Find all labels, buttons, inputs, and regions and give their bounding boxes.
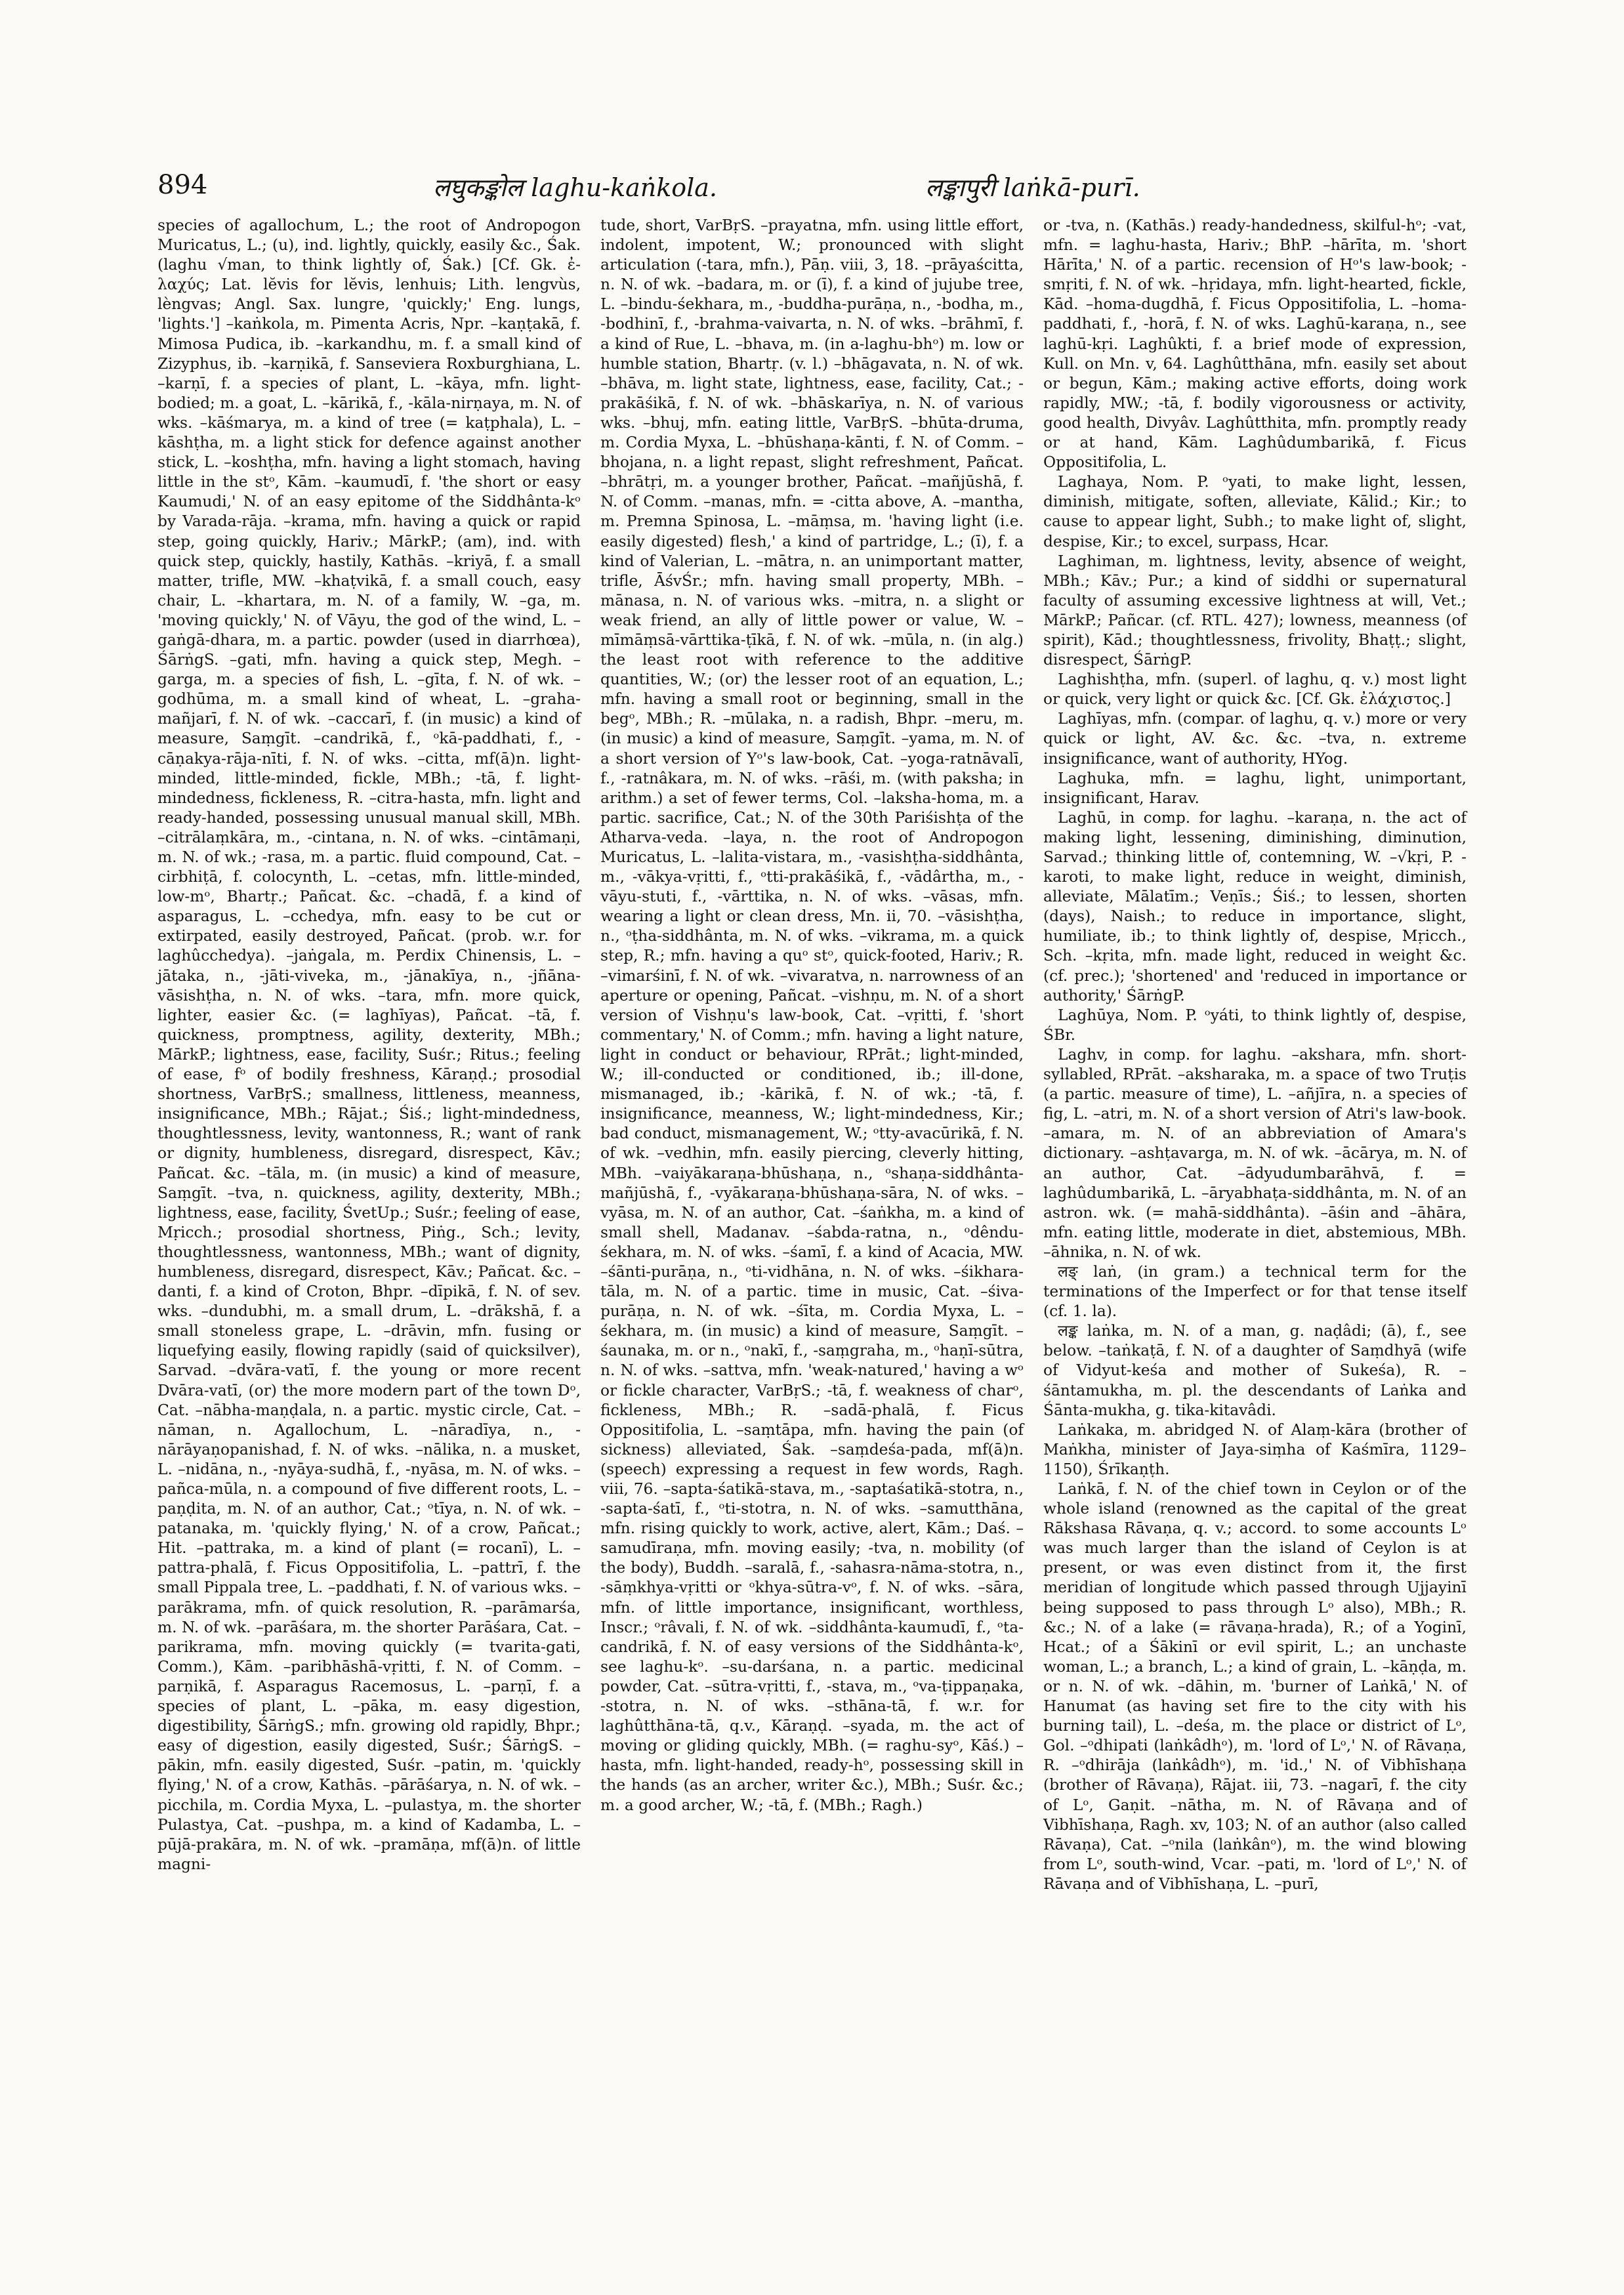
column-3-paragraph-1: or -tva, n. (Kathās.) ready-handedness, skilful-hᵒ; -vat, mfn. = laghu-hasta, Hariv.; BhP. –hārīta, m. 'short Hārīta,' N. of a partic. recension of Hᵒ's law-book; -smṛiti, f. N. of wk. –hṛidaya, mfn. light-hearted, fickle, Kād. –homa-dugdhā, f. Ficus Oppositifolia, L. –homa-paddhati, f., -horā, f. N. of wks. Laghū-karaṇa, n., see laghū-kṛi. Laghûkti, f. a brief mode of expression, Kull. on Mn. v, 64. Laghûtthāna, mfn. easily set about or begun, Kām.; making active efforts, doing work rapidly, MW.; -tā, f. bodily vigorousness or activity, good health, Divyâv. Laghûtthita, mfn. promptly ready or at hand, Kām. Laghûdumbarikā, f. Ficus Oppositifolia, L. — [1043, 217, 1467, 472]
page-header — [157, 167, 1467, 209]
entry-laghuka: Laghuka, mfn. = laghu, light, unimportant, insignificant, Harav. — [1043, 769, 1467, 807]
entry-laghuya: Laghūya, Nom. P. ᵒyáti, to think lightly of, despise, ŚBr. — [1043, 1006, 1467, 1044]
column-1 — [157, 216, 581, 1894]
entry-laghishtha: Laghishṭha, mfn. (superl. of laghu, q. v.) most light or quick, very light or quick &c. [Cf. Gk. ἐλάχιστος.] — [1043, 671, 1467, 709]
dictionary-page — [157, 167, 1467, 1894]
text-columns — [157, 216, 1467, 1894]
entry-laghv: Laghv, in comp. for laghu. –akshara, mfn. short-syllabled, RPrāt. –aksharaka, m. a space of two Truṭis (a partic. measure of time), L. –añjīra, n. a species of fig, L. –atri, m. N. of a short version of Atri's law-book. –amara, m. N. of an abbreviation of Amara's dictionary. –ashṭavarga, m. N. of wk. –ācārya, m. N. of an author, Cat. –ādyudumbarāhvā, f. = laghûdumbarikā, L. –āryabhaṭa-siddhânta, m. N. of an astron. wk. (= mahā-siddhânta). –āśin and –āhāra, mfn. eating little, moderate in diet, abstemious, MBh. –āhnika, n. N. of wk. — [1043, 1045, 1467, 1261]
page-number: 894 — [157, 170, 208, 200]
entry-lanka-f: Laṅkā, f. N. of the chief town in Ceylon or of the whole island (renowned as the capital of the great Rākshasa Rāvaṇa, q. v.; accord. to some accounts Lᵒ was much larger than the island of Ceylon is at present, or was even distinct from it, the first meridian of longitude which passed through Ujjayinī being supposed to pass through Lᵒ also), MBh.; R. &c.; N. of a lake (= rāvaṇa-hrada), R.; of a Yoginī, Hcat.; of a Śākinī or evil spirit, L.; an unchaste woman, L.; a branch, L.; a kind of grain, L. –kāṇḍa, m. or n. N. of wk. –dāhin, m. 'burner of Laṅkā,' N. of Hanumat (as having set fire to the city with his burning tail), L. –deśa, m. the place or district of Lᵒ, Gol. –ᵒdhipati (laṅkâdhᵒ), m. 'lord of Lᵒ,' N. of Rāvaṇa, R. –ᵒdhirāja (laṅkâdhᵒ), m. 'id.,' N. of Vibhīshaṇa (brother of Rāvaṇa), Rājat. iii, 73. –nagarī, f. the city of Lᵒ, Gaṇit. –nātha, m. N. of Rāvaṇa and of Vibhīshaṇa, Ragh. xv, 103; N. of an author (also called Rāvaṇa), Cat. –ᵒnila (laṅkânᵒ), m. the wind blowing from Lᵒ, south-wind, Vcar. –pati, m. 'lord of Lᵒ,' N. of Rāvaṇa and of Vibhīshaṇa, L. –purī, — [1043, 1480, 1467, 1893]
column-2 — [600, 216, 1024, 1894]
entry-laghiman: Laghiman, m. lightness, levity, absence of weight, MBh.; Kāv.; Pur.; a kind of siddhi or supernatural faculty of assuming excessive lightness at will, Vet.; MārkP.; Pañcar. (cf. RTL. 427); lowness, meanness (of spirit), Kād.; thoughtlessness, frivolity, Bhaṭṭ.; slight, disrespect, ŚārṅgP. — [1043, 552, 1467, 669]
column-3 — [1043, 216, 1467, 1894]
entry-laghaya: Laghaya, Nom. P. ᵒyati, to make light, lessen, diminish, mitigate, soften, alleviate, Kālid.; Kir.; to cause to appear light, Subh.; to make light of, slight, despise, Kir.; to excel, surpass, Hcar. — [1043, 473, 1467, 550]
entry-laghiyas: Laghīyas, mfn. (compar. of laghu, q. v.) more or very quick or light, AV. &c. &c. –tva, n. extreme insignificance, want of authority, HYog. — [1043, 710, 1467, 768]
entry-laghu-comp: Laghū, in comp. for laghu. –karaṇa, n. the act of making light, lessening, diminishing, diminution, Sarvad.; thinking little of, contemning, W. –√kṛi, P. -karoti, to make light, reduce in weight, diminish, alleviate, Mālatīm.; Veṇīs.; Śiś.; to lessen, shorten (days), Naish.; to reduce in importance, slight, humiliate, ib.; to think lightly of, despise, Mṛicch., Sch. –kṛita, mfn. made light, reduced in weight &c. (cf. prec.); 'shortened' and 'reduced in importance or authority,' ŚārṅgP. — [1043, 808, 1467, 1004]
column-1-paragraph-1: species of agallochum, L.; the root of Andropogon Muricatus, L.; (u), ind. lightly, quickly, easily &c., Śak. (laghu √man, to think lightly of, Śak.) [Cf. Gk. ἐ-λαχύς; Lat. lĕvis for lĕvis, lenhuis; Lith. lengvùs, lèngvas; Angl. Sax. lungre, 'quickly;' Eng. lungs, 'lights.'] –kaṅkola, m. Pimenta Acris, Npr. –kaṇṭakā, f. Mimosa Pudica, ib. –karkandhu, m. f. a small kind of Zizyphus, ib. –karṇikā, f. Sanseviera Roxburghiana, L. –karṇī, f. a species of plant, L. –kāya, mfn. light-bodied; m. a goat, L. –kārikā, f., -kāla-nirṇaya, m. N. of wks. –kāśmarya, m. a kind of tree (= kaṭphala), L. –kāshṭha, m. a light stick for defence against another stick, L. –koshṭha, mfn. having a light stomach, having little in the stᵒ, Kām. –kaumudī, f. 'the short or easy Kaumudi,' N. of an easy epitome of the Siddhânta-kᵒ by Varada-rāja. –krama, mfn. having a quick or rapid step, going quickly, Hariv.; MārkP.; (am), ind. with quick step, quickly, hastily, Kathās. –kriyā, f. a small matter, trifle, MW. –khaṭvikā, f. a small couch, easy chair, L. –khartara, m. N. of a family, W. –ga, m. 'moving quickly,' N. of Vāyu, the god of the wind, L. –gaṅgā-dhara, m. a partic. powder (used in diarrhœa), ŚārṅgS. –gati, mfn. having a quick step, Megh. –garga, m. a species of fish, L. –gīta, f. N. of wk. –godhūma, m. a small kind of wheat, L. –graha-mañjarī, f. N. of wk. –caccarī, f. (in music) a kind of measure, Saṃgīt. –candrikā, f., ᵒkā-paddhati, f., -cāṇakya-rāja-nīti, f. N. of wks. –citta, mf(ā)n. light-minded, little-minded, fickle, MBh.; -tā, f. light-mindedness, fickleness, R. –citra-hasta, mfn. light and ready-handed, possessing unusual manual skill, MBh. –citrālaṃkāra, m., -cintana, n. N. of wks. –cintāmaṇi, m. N. of wk.; -rasa, m. a partic. fluid compound, Cat. –cirbhiṭā, f. colocynth, L. –cetas, mfn. little-minded, low-mᵒ, Bhartṛ.; Pañcat. &c. –chadā, f. a kind of asparagus, L. –cchedya, mfn. easy to be cut or extirpated, easily destroyed, Pañcat. (prob. w.r. for laghûcchedya). –jaṅgala, m. Perdix Chinensis, L. –jātaka, n., -jāti-viveka, m., -jānakīya, n., -jñāna-vāsishṭha, n. N. of wks. –tara, mfn. more quick, lighter, easier &c. (= laghīyas), Pañcat. –tā, f. quickness, promptness, agility, dexterity, MBh.; MārkP.; lightness, ease, facility, Suśr.; Ritus.; feeling of ease, fᵒ of bodily freshness, Kāraṇḍ.; prosodial shortness, VarBṛS.; smallness, littleness, meanness, insignificance, MBh.; Rājat.; Śiś.; light-mindedness, thoughtlessness, levity, wantonness, R.; want of rank or dignity, humbleness, disregard, disrespect, Kāv.; Pañcat. &c. –tāla, m. (in music) a kind of measure, Saṃgīt. –tva, n. quickness, agility, dexterity, MBh.; lightness, ease, facility, ŚvetUp.; Suśr.; feeling of ease, Mṛicch.; prosodial shortness, Piṅg., Sch.; levity, thoughtlessness, wantonness, MBh.; want of dignity, humbleness, disregard, disrespect, Kāv.; Pañcat. &c. –danti, f. a kind of Croton, Bhpr. –dīpikā, f. N. of sev. wks. –dundubhi, m. a small drum, L. –drākshā, f. a small stoneless grape, L. –drāvin, mfn. fusing or liquefying easily, flowing rapidly (said of quicksilver), Sarvad. –dvāra-vatī, f. the young or more recent Dvāra-vatī, (or) the more modern part of the town Dᵒ, Cat. –nābha-maṇḍala, n. a partic. mystic circle, Cat. –nāman, n. Agallochum, L. –nāradīya, n., -nārāyaṇopanishad, f. N. of wks. –nālika, n. a musket, L. –nidāna, n., -nyāya-sudhā, f., -nyāsa, m. N. of wks. –pañca-mūla, n. a compound of five different roots, L. –paṇḍita, m. N. of an author, Cat.; ᵒtīya, n. N. of wk. –patanaka, m. 'quickly flying,' N. of a crow, Pañcat.; Hit. –pattraka, m. a kind of plant (= rocanī), L. –pattra-phalā, f. Ficus Oppositifolia, L. –pattrī, f. the small Pippala tree, L. –paddhati, f. N. of various wks. –parākrama, mfn. of quick resolution, R. –parāmarśa, m. N. of wk. –parāśara, m. the shorter Parāśara, Cat. –parikrama, mfn. moving quickly (= tvarita-gati, Comm.), Kām. –paribhāshā-vṛitti, f. N. of Comm. –parṇikā, f. Asparagus Racemosus, L. –parṇī, f. a species of plant, L. –pāka, m. easy digestion, digestibility, ŚārṅgS.; mfn. growing old rapidly, Bhpr.; easy of digestion, easily digested, Suśr.; ŚārṅgS. –pākin, mfn. easily digested, Suśr. –patin, m. 'quickly flying,' N. of a crow, Kathās. –pārāśarya, n. N. of wk. –picchila, m. Cordia Myxa, L. –pulastya, m. the shorter Pulastya, Cat. –pushpa, m. a kind of Kadamba, L. –pūjā-prakāra, m. N. of wk. –pramāṇa, mf(ā)n. of little magni- — [157, 217, 581, 1873]
entry-lan: लङ् laṅ, (in gram.) a technical term for the terminations of the Imperfect or for that tense itself (cf. 1. la). — [1043, 1262, 1467, 1321]
column-2-paragraph-1: tude, short, VarBṛS. –prayatna, mfn. using little effort, indolent, impotent, W.; pronounced with slight articulation (-tara, mfn.), Pāṇ. viii, 3, 18. –prāyaścitta, n. N. of wk. –badara, m. or (ī), f. a kind of jujube tree, L. –bindu-śekhara, m., -buddha-purāṇa, n., -bodha, m., -bodhinī, f., -brahma-vaivarta, n. N. of wks. –brāhmī, f. a kind of Rue, L. –bhava, m. (in a-laghu-bhᵒ) m. low or humble station, Bhartṛ. (v. l.) –bhāgavata, n. N. of wk. –bhāva, m. light state, lightness, ease, facility, Cat.; -prakāśikā, f. N. of wk. –bhāskarīya, n. N. of various wks. –bhuj, mfn. eating little, VarBṛS. –bhūta-druma, m. Cordia Myxa, L. –bhūshaṇa-kānti, f. N. of Comm. –bhojana, n. a light repast, slight refreshment, Pañcat. –bhrātṛi, m. a younger brother, Pañcat. –mañjūshā, f. N. of Comm. –manas, mfn. = -citta above, A. –mantha, m. Premna Spinosa, L. –māṃsa, m. 'having light (i.e. easily digested) flesh,' a kind of partridge, L.; (ī), f. a kind of Valerian, L. –mātra, n. an unimportant matter, trifle, ĀśvŚr.; mfn. having small property, MBh. –mānasa, n. N. of various wks. –mitra, n. a slight or weak friend, an ally of little power or value, W. –mīmāṃsā-vārttika-ṭīkā, f. N. of wk. –mūla, n. (in alg.) the least root with reference to the additive quantities, W.; (or) the lesser root of an equation, L.; mfn. having a small root or beginning, small in the begᵒ, MBh.; R. –mūlaka, n. a radish, Bhpr. –meru, m. (in music) a kind of measure, Saṃgīt. –yama, m. N. of a short version of Yᵒ's law-book, Cat. –yoga-ratnāvalī, f., -ratnâkara, m. N. of wks. –rāśi, m. (with paksha; in arithm.) a set of fewer terms, Col. –laksha-homa, m. a partic. sacrifice, Cat.; N. of the 30th Pariśishṭa of the Atharva-veda. –laya, n. the root of Andropogon Muricatus, L. –lalita-vistara, m., -vasishṭha-siddhânta, m., -vākya-vṛitti, f., ᵒtti-prakāśikā, f., -vādârtha, m., -vāyu-stuti, f., -vārttika, n. N. of wks. –vāsas, mfn. wearing a light or clean dress, Mn. ii, 70. –vāsishṭha, n., ᵒṭha-siddhânta, m. N. of wks. –vikrama, m. a quick step, R.; mfn. having a quᵒ stᵒ, quick-footed, Hariv.; R. –vimarśinī, f. N. of wk. –vivaratva, n. narrowness of an aperture or opening, Pañcat. –vishṇu, m. N. of a short version of Vishṇu's law-book, Cat. –vṛitti, f. 'short commentary,' N. of Comm.; mfn. having a light nature, light in conduct or behaviour, RPrāt.; light-minded, W.; ill-conducted or conditioned, ib.; ill-done, mismanaged, ib.; -kārikā, f. N. of wk.; -tā, f. insignificance, meanness, W.; light-mindedness, Kir.; bad conduct, mismanagement, W.; ᵒtty-avacūrikā, f. N. of wk. –vedhin, mfn. easily piercing, cleverly hitting, MBh. –vaiyākaraṇa-bhūshaṇa, n., ᵒshaṇa-siddhânta-mañjūshā, f., -vyākaraṇa-bhūshaṇa-sāra, N. of wks. –vyāsa, m. N. of an author, Cat. –śaṅkha, m. a kind of small shell, Madanav. –śabda-ratna, n., ᵒdêndu-śekhara, m. N. of wks. –śamī, f. a kind of Acacia, MW. –śānti-purāṇa, n., ᵒti-vidhāna, n. N. of wks. –śikhara-tāla, m. N. of a partic. time in music, Cat. –śiva-purāṇa, n. N. of wk. –śīta, m. Cordia Myxa, L. –śekhara, m. (in music) a kind of measure, Saṃgīt. –śaunaka, m. or n., ᵒnakī, f., -saṃgraha, m., ᵒhaṇī-sūtra, n. N. of wks. –sattva, mfn. 'weak-natured,' having a wᵒ or fickle character, VarBṛS.; -tā, f. weakness of charᵒ, fickleness, MBh.; R. –sadā-phalā, f. Ficus Oppositifolia, L. –saṃtāpa, mfn. having the pain (of sickness) alleviated, Śak. –saṃdeśa-pada, mf(ā)n. (speech) expressing a request in few words, Ragh. viii, 76. –sapta-śatikā-stava, m., -saptaśatikā-stotra, n., -sapta-śatī, f., ᵒti-stotra, n. N. of wks. –samutthāna, mfn. rising quickly to work, active, alert, Kām.; Daś. –samudīraṇa, mfn. moving easily; -tva, n. mobility (of the body), Buddh. –saralā, f., -sahasra-nāma-stotra, n., -sāṃkhya-vṛitti or ᵒkhya-sūtra-vᵒ, f. N. of wks. –sāra, mfn. of little importance, insignificant, worthless, Inscr.; ᵒrâvali, f. N. of wk. –siddhânta-kaumudī, f., ᵒta-candrikā, f. N. of easy versions of the Siddhânta-kᵒ, see laghu-kᵒ. –su-darśana, n. a partic. medicinal powder, Cat. –sūtra-vṛitti, f., -stava, m., ᵒva-ṭippaṇaka, -stotra, n. N. of wks. –sthāna-tā, f. w.r. for laghûtthāna-tā, q.v., Kāraṇḍ. –syada, m. the act of moving or gliding quickly, MBh. (= raghu-syᵒ, Kāś.) –hasta, mfn. light-handed, ready-hᵒ, possessing skill in the hands (as an archer, writer &c.), MBh.; Suśr. &c.; m. a good archer, W.; -tā, f. (MBh.; Ragh.) — [600, 217, 1024, 1814]
left-running-head: लघुकङ्कोल laghu-kaṅkola. — [433, 173, 718, 202]
entry-lanka: लङ्क laṅka, m. N. of a man, g. naḍâdi; (ā), f., see below. –taṅkaṭā, f. N. of a daughter of Saṃdhyā (wife of Vidyut-keśa and mother of Sukeśa), R. –śāntamukha, m. pl. the descendants of Laṅka and Śānta-mukha, g. tika-kitavâdi. — [1043, 1322, 1467, 1419]
right-running-head: लङ्कापुरी laṅkā-purī. — [925, 173, 1140, 202]
entry-lankaka: Laṅkaka, m. abridged N. of Alaṃ-kāra (brother of Maṅkha, minister of Jaya-siṃha of Kaśmīra, 1129–1150), Śrīkaṇṭh. — [1043, 1420, 1467, 1478]
